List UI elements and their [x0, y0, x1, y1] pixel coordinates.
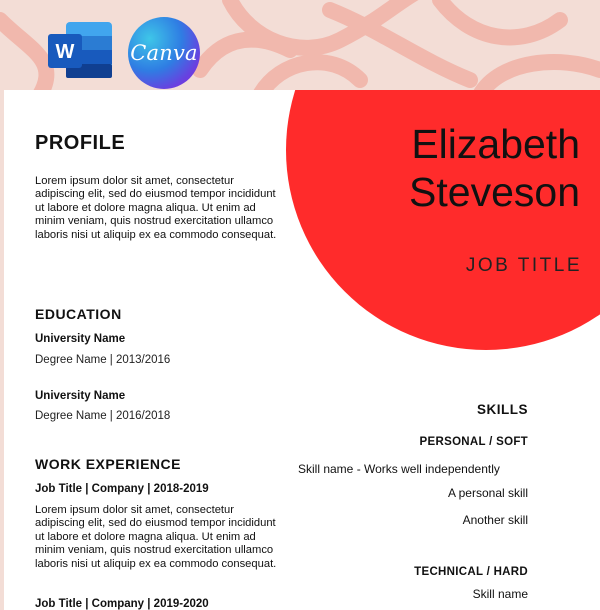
skill-item: A personal skill	[447, 486, 528, 500]
profile-text: Lorem ipsum dolor sit amet, consectetur adipiscing elit, sed do eiusmod tempor incididunt ut labore et dolore magna aliqua. Ut enim ad minim veniam, quis nostrud exercitation ullamco laboris nisi ut aliquip ex ea commodo consequat.	[35, 175, 277, 241]
skill-item: Skill name - Works well independently	[298, 462, 500, 476]
education-school: University Name	[35, 333, 126, 345]
candidate-name	[409, 120, 580, 216]
canva-logo-text: Canva	[130, 41, 198, 65]
resume-page	[4, 90, 600, 610]
profile-heading: PROFILE	[35, 132, 126, 154]
education-heading: EDUCATION	[35, 306, 122, 322]
skill-item: Another skill	[462, 513, 528, 527]
job-title: JOB TITLE	[465, 255, 582, 276]
personal-skills-heading: PERSONAL / SOFT	[419, 436, 528, 448]
work-description: Lorem ipsum dolor sit amet, consectetur adipiscing elit, sed do eiusmod tempor incididunt ut labore et dolore magna aliqua. Ut enim ad minim veniam, quis nostrud exercitation ullamco laboris nisi ut aliquip ex ea commodo consequat.	[35, 504, 277, 570]
work-job-title-line: Job Title | Company | 2019-2020	[35, 598, 209, 610]
name-first: Elizabeth	[411, 121, 580, 167]
education-school: University Name	[35, 390, 126, 402]
word-letter: W	[55, 41, 75, 63]
education-degree: Degree Name | 2016/2018	[35, 410, 171, 422]
work-job-title-line: Job Title | Company | 2018-2019	[35, 483, 209, 495]
skills-heading: SKILLS	[476, 402, 528, 417]
canva-icon	[128, 17, 200, 89]
microsoft-word-icon	[46, 18, 114, 82]
technical-skills-heading: TECHNICAL / HARD	[414, 566, 528, 578]
skill-item: Skill name	[472, 587, 528, 601]
name-last: Steveson	[409, 169, 580, 215]
work-experience-heading: WORK EXPERIENCE	[35, 456, 181, 472]
education-degree: Degree Name | 2013/2016	[35, 354, 171, 366]
